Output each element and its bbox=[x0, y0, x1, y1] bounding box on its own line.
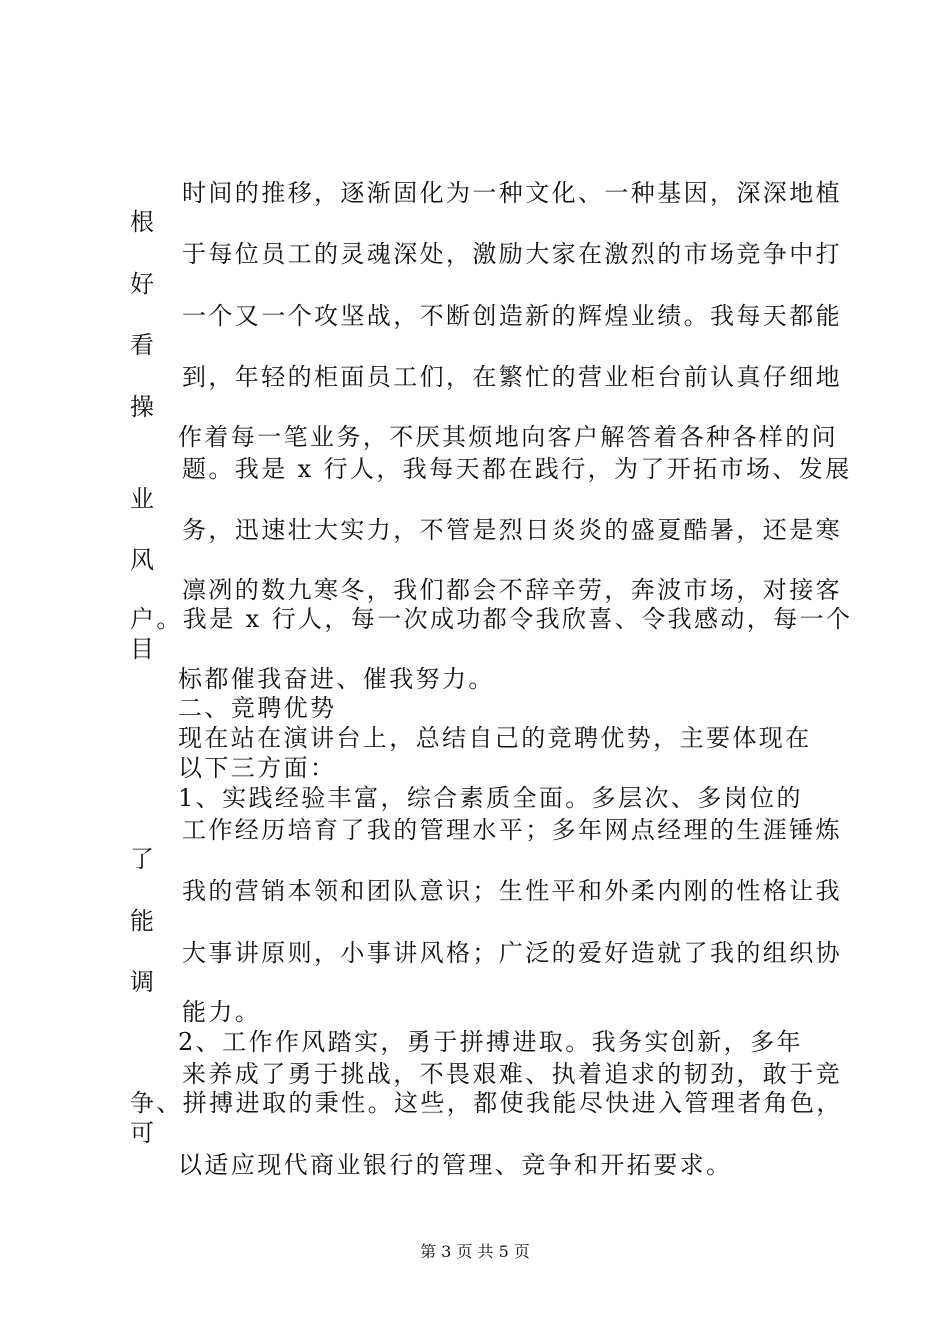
text-line: 务，迅速壮大实力，不管是烈日炎炎的盛夏酷暑，还是寒 bbox=[182, 516, 842, 544]
text-line: 凛冽的数九寒冬，我们都会不辞辛劳，奔波市场，对接客 bbox=[182, 576, 842, 604]
text-line: 调 bbox=[130, 968, 157, 996]
text-line: 能 bbox=[130, 907, 157, 935]
text-line: 到，年轻的柜面员工们，在繁忙的营业柜台前认真仔细地 bbox=[182, 363, 842, 391]
text-line: 风 bbox=[130, 546, 157, 574]
text-line: 工作经历培育了我的管理水平；多年网点经理的生涯锤炼 bbox=[182, 816, 842, 844]
text-line: 操 bbox=[130, 393, 157, 421]
text-line: 以适应现代商业银行的管理、竞争和开拓要求。 bbox=[178, 1151, 733, 1179]
text-line: 能力。 bbox=[182, 998, 262, 1026]
text-line: 看 bbox=[130, 331, 157, 359]
text-line: 业 bbox=[130, 485, 157, 513]
text-line: 争、拼搏进取的秉性。这些，都使我能尽快进入管理者角色， bbox=[130, 1089, 843, 1117]
text-line: 题。我是 x 行人，我每天都在践行，为了开拓市场、发展 bbox=[182, 455, 852, 483]
text-line: 来养成了勇于挑战，不畏艰难、执着追求的韧劲，敢于竞 bbox=[182, 1060, 842, 1088]
text-line: 户。我是 x 行人，每一次成功都令我欣喜、令我感动，每一个 bbox=[130, 605, 853, 633]
text-line: 作着每一笔业务，不厌其烦地向客户解答着各种各样的问 bbox=[178, 423, 838, 451]
text-line: 了 bbox=[130, 845, 157, 873]
text-line: 标都催我奋进、催我努力。 bbox=[178, 665, 495, 693]
text-line: 目 bbox=[130, 635, 157, 663]
text-line: 于每位员工的灵魂深处，激励大家在激烈的市场竞争中打 bbox=[182, 240, 842, 268]
text-line: 大事讲原则，小事讲风格；广泛的爱好造就了我的组织协 bbox=[182, 939, 842, 967]
text-line: 我的营销本领和团队意识；生性平和外柔内刚的性格让我 bbox=[182, 877, 842, 905]
text-line: 可 bbox=[130, 1119, 157, 1147]
text-line: 根 bbox=[130, 208, 157, 236]
text-line: 2、工作作风踏实，勇于拼搏进取。我务实创新，多年 bbox=[178, 1028, 803, 1056]
text-line: 1、实践经验丰富，综合素质全面。多层次、多岗位的 bbox=[178, 784, 803, 812]
text-line: 好 bbox=[130, 270, 157, 298]
page-number: 第 3 页 共 5 页 bbox=[420, 1242, 530, 1261]
text-line: 以下三方面： bbox=[178, 754, 337, 782]
text-line: 现在站在演讲台上，总结自己的竞聘优势，主要体现在 bbox=[178, 724, 812, 752]
text-line: 一个又一个攻坚战，不断创造新的辉煌业绩。我每天都能 bbox=[182, 302, 842, 330]
text-line: 时间的推移，逐渐固化为一种文化、一种基因，深深地植 bbox=[182, 179, 842, 207]
section-heading: 二、竞聘优势 bbox=[178, 694, 337, 722]
